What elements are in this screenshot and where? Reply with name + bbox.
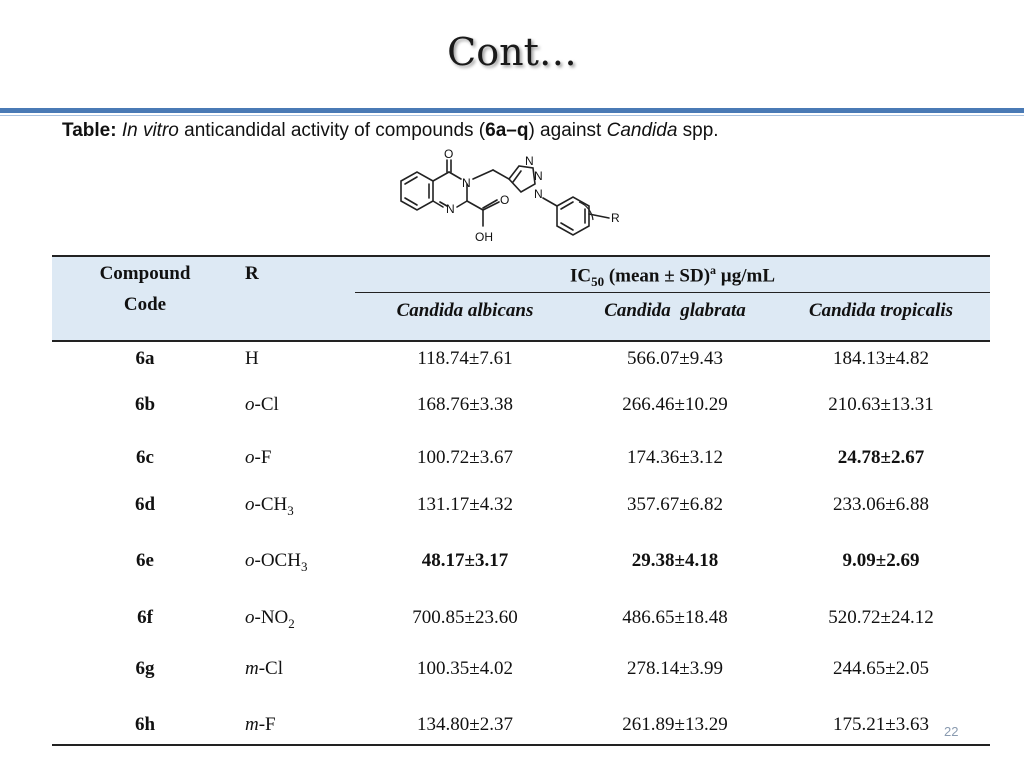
atom-o-acid: O [500, 193, 510, 207]
row-6e-tropicalis: 9.09±2.69 [842, 550, 920, 571]
caption-text-3: spp. [677, 120, 719, 141]
row-6h-tropicalis: 175.21±3.63 [833, 714, 929, 735]
row-6b-albicans: 168.76±3.38 [417, 394, 513, 415]
r-prefix: m [245, 658, 259, 679]
row-6d-albicans: 131.17±4.32 [417, 494, 513, 515]
row-6h-albicans: 134.80±2.37 [417, 714, 513, 735]
row-6f-tropicalis: 520.72±24.12 [828, 607, 934, 628]
ic50-unit: µg/mL [716, 265, 776, 287]
ic50-sup: a [710, 263, 717, 277]
header-r: R [245, 263, 259, 284]
r-prefix: o [245, 494, 255, 515]
r-sub: 2 [288, 615, 295, 631]
r-main: -Cl [258, 658, 284, 679]
row-6a-code: 6a [135, 348, 155, 369]
row-6b-r [245, 394, 279, 419]
row-6c-glabrata: 174.36±3.12 [627, 447, 723, 468]
r-prefix: o [245, 447, 255, 468]
header-glabrata: Candida glabrata [604, 300, 746, 321]
row-6b-code: 6b [134, 394, 156, 415]
r-main: -Cl [254, 394, 279, 415]
row-6h-r [245, 714, 276, 739]
header-compound: Compound [99, 263, 191, 284]
r-sub: 3 [300, 558, 308, 574]
table-bottom-rule [52, 744, 990, 746]
row-6c-tropicalis: 24.78±2.67 [837, 447, 925, 468]
atom-n-triazole-1: N [525, 154, 534, 168]
r-main: -F [258, 714, 276, 735]
row-6g-albicans: 100.35±4.02 [417, 658, 513, 679]
row-6f-r [245, 607, 295, 632]
caption-text-1: anticandidal activity of compounds ( [178, 120, 486, 141]
caption-genus: Candida [606, 120, 678, 141]
table-subheader-rule [355, 292, 990, 293]
row-6a-r [245, 348, 259, 373]
chemical-structure [395, 146, 640, 248]
caption-text-2: ) against [528, 120, 607, 141]
caption-label: Table: [62, 120, 117, 141]
r-prefix: o [245, 550, 255, 571]
row-6h-code: 6h [134, 714, 156, 735]
row-6e-code: 6e [136, 550, 154, 571]
header-tropicalis: Candida tropicalis [808, 300, 954, 321]
r-prefix: o [245, 607, 255, 628]
row-6e-albicans: 48.17±3.17 [421, 550, 509, 571]
r-prefix: m [245, 714, 259, 735]
atom-n-triazole-3: N [534, 187, 543, 201]
row-6f-code: 6f [137, 607, 153, 628]
table-caption [62, 120, 719, 142]
r-main: -OCH [254, 550, 301, 571]
title-divider [0, 108, 1024, 113]
atom-oh: OH [475, 230, 493, 244]
substituent-r: R [611, 211, 620, 225]
row-6h-glabrata: 261.89±13.29 [622, 714, 728, 735]
row-6e-r [245, 550, 307, 575]
row-6g-r [245, 658, 283, 683]
row-6a-glabrata: 566.07±9.43 [627, 348, 723, 369]
atom-n-ring: N [446, 202, 455, 216]
row-6g-code: 6g [135, 658, 155, 679]
row-6b-glabrata: 266.46±10.29 [622, 394, 728, 415]
row-6f-albicans: 700.85±23.60 [412, 607, 518, 628]
caption-compounds: 6a–q [485, 120, 529, 141]
row-6c-albicans: 100.72±3.67 [417, 447, 513, 468]
row-6c-code: 6c [136, 447, 154, 468]
title-divider-thin [0, 115, 1024, 116]
row-6d-tropicalis: 233.06±6.88 [833, 494, 929, 515]
header-albicans: Candida albicans [396, 300, 534, 321]
row-6g-tropicalis: 244.65±2.05 [833, 658, 929, 679]
r-main: -F [254, 447, 272, 468]
row-6d-glabrata: 357.67±6.82 [627, 494, 723, 515]
r-prefix: o [245, 394, 255, 415]
slide-title: Cont… [447, 30, 577, 74]
row-6e-glabrata: 29.38±4.18 [631, 550, 719, 571]
atom-o-top: O [444, 147, 454, 161]
r-main: -NO [254, 607, 289, 628]
ic50-mid: (mean ± SD) [604, 265, 711, 287]
ic50-sub: 50 [591, 274, 605, 290]
row-6a-albicans: 118.74±7.61 [417, 348, 513, 369]
row-6b-tropicalis: 210.63±13.31 [828, 394, 934, 415]
atom-n-triazole-2: N [534, 169, 543, 183]
row-6f-glabrata: 486.65±18.48 [622, 607, 728, 628]
r-main: H [245, 348, 259, 369]
row-6g-glabrata: 278.14±3.99 [627, 658, 723, 679]
header-ic50 [355, 263, 990, 290]
table-header-rule [52, 340, 990, 342]
page-number: 22 [944, 724, 959, 739]
row-6d-r [245, 494, 294, 519]
caption-invitro: In vitro [121, 120, 179, 141]
row-6d-code: 6d [134, 494, 156, 515]
row-6a-tropicalis: 184.13±4.82 [833, 348, 929, 369]
table-top-rule [52, 255, 990, 257]
r-main: -CH [254, 494, 288, 515]
ic50-prefix: IC [569, 265, 592, 287]
row-6c-r [245, 447, 271, 472]
atom-n-left: N [462, 176, 471, 190]
header-code: Code [123, 294, 167, 315]
r-sub: 3 [287, 502, 294, 518]
